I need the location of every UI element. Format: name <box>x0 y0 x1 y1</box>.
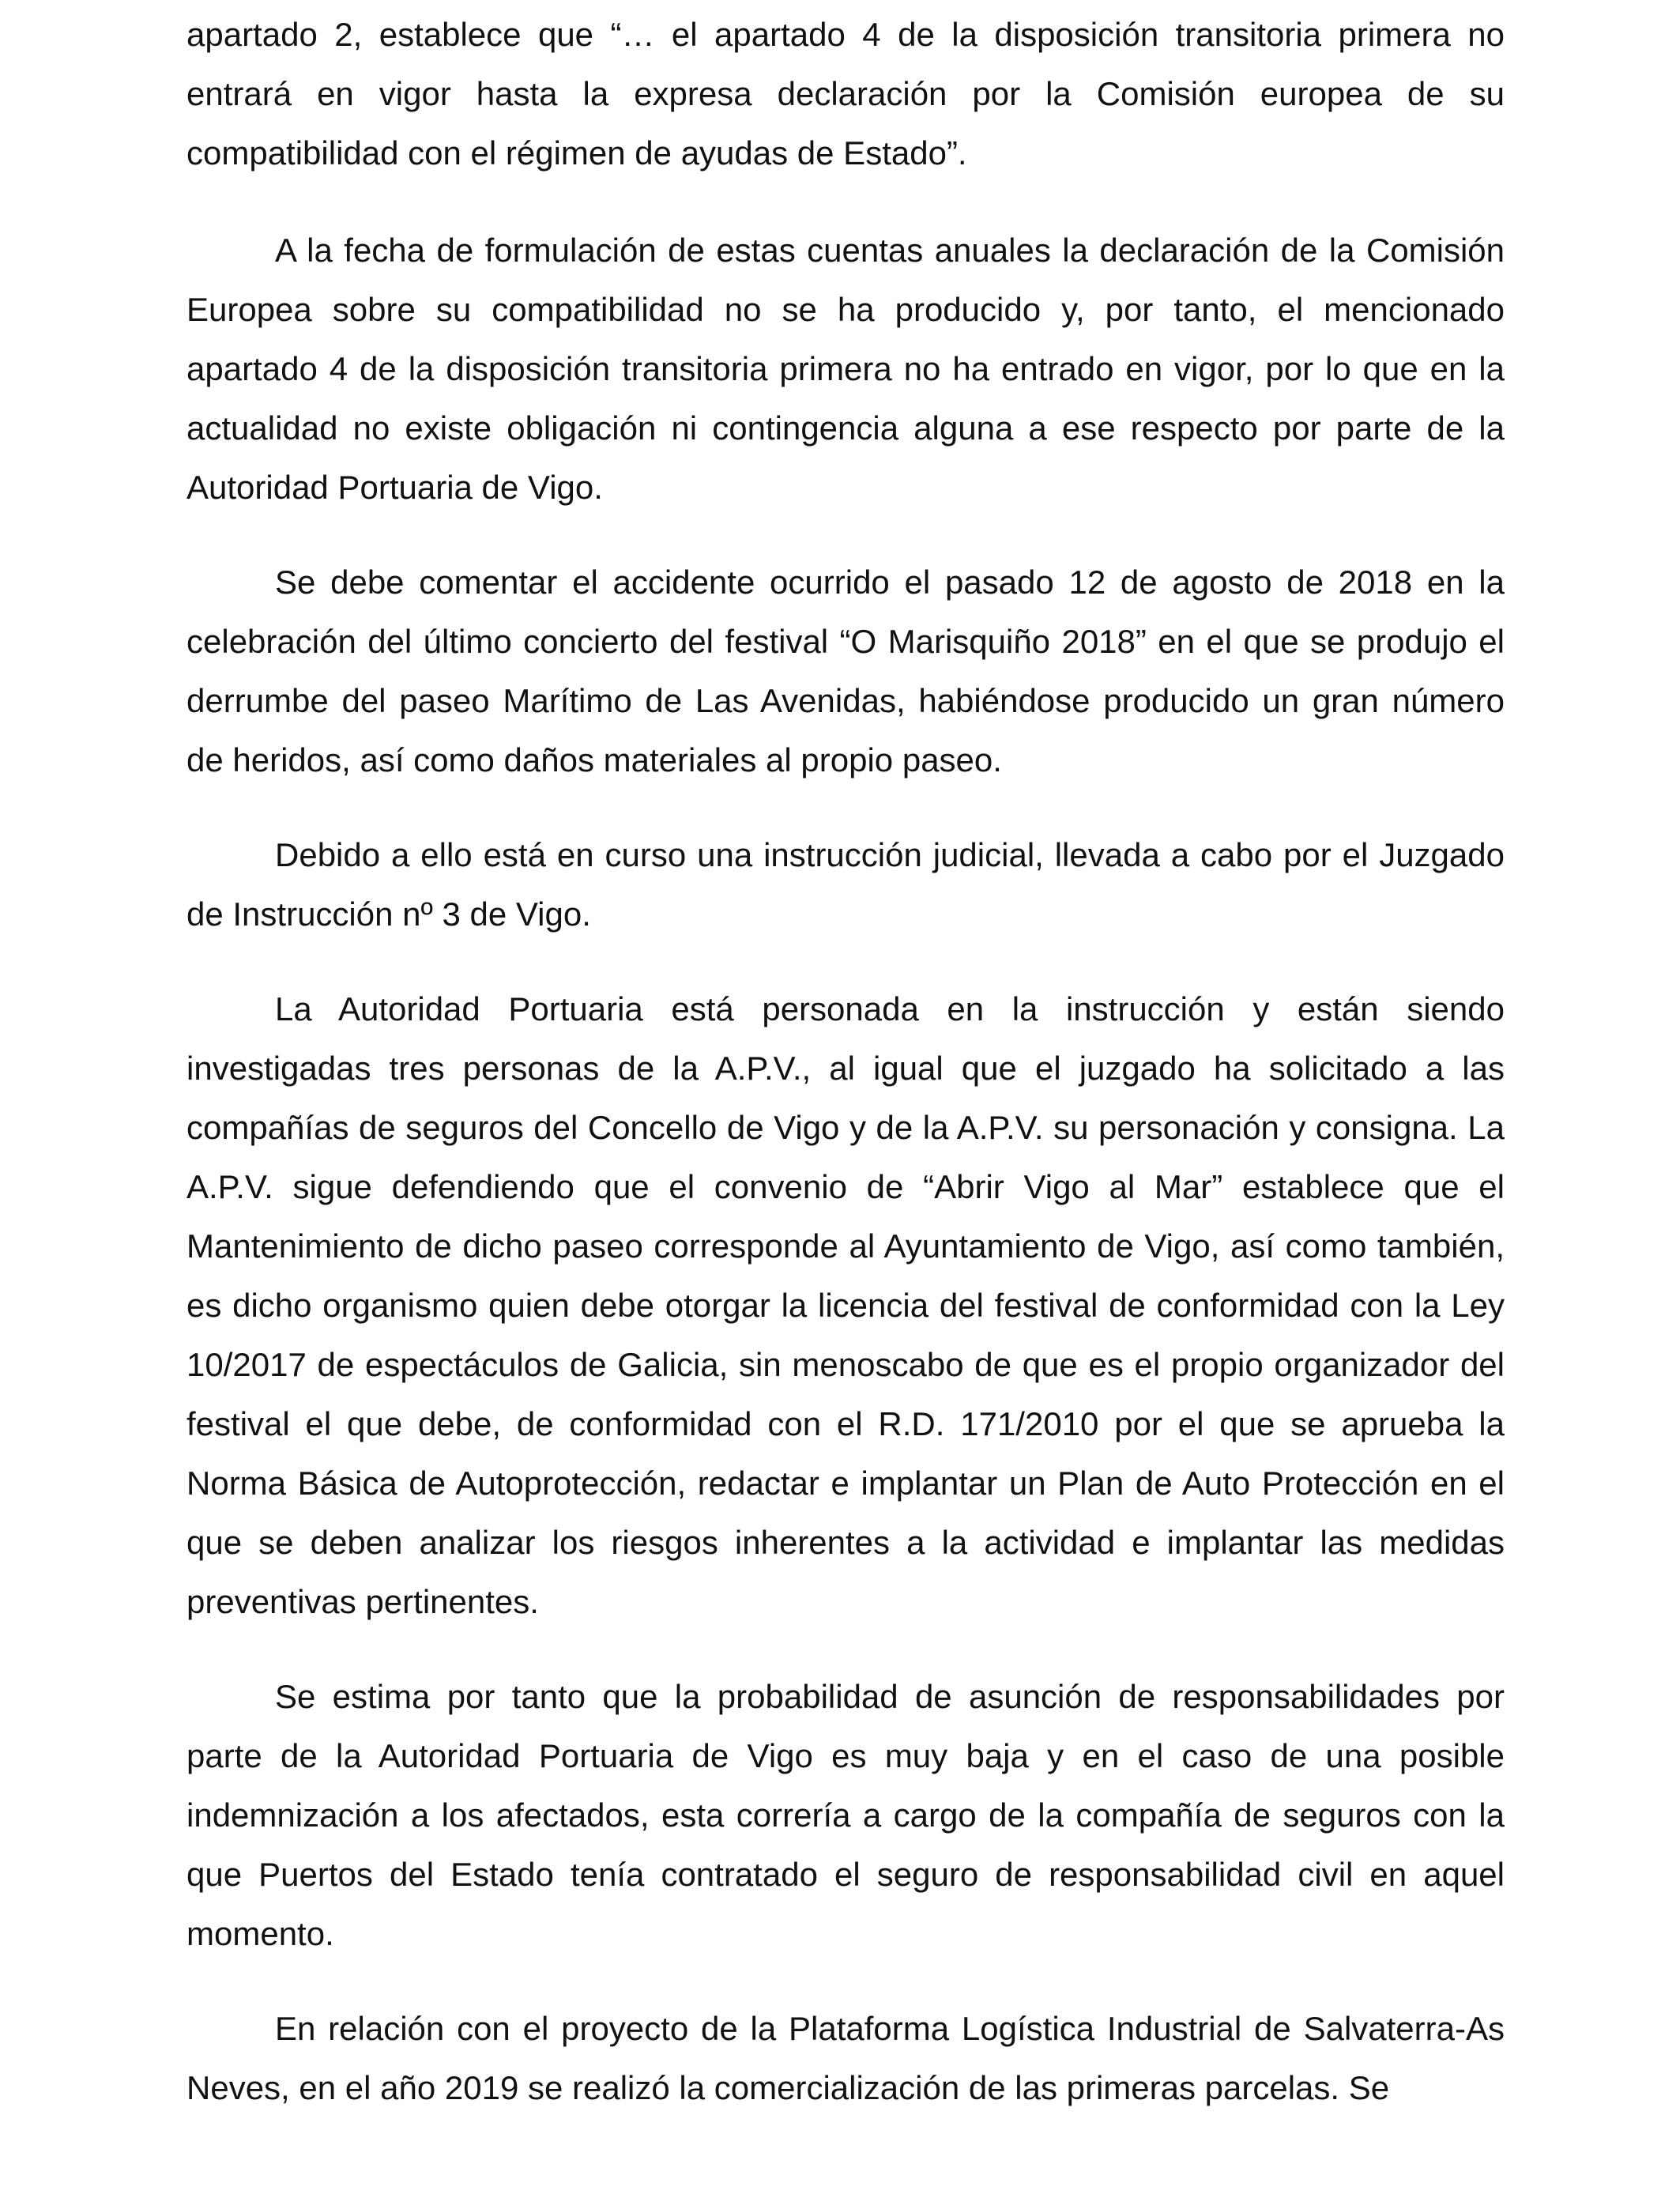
paragraph-apv-defense: La Autoridad Portuaria está personada en la instrucción y están siendo investigadas tres personas de la A.P.V., al igual que el juzgado ha solicitado a las compañías de seguros del Concello de Vigo y de la A.P.V. su personación y consigna. La A.P.V. sigue defendiendo que el convenio de “Abrir Vigo al Mar” establece que el Mantenimiento de dicho paseo corresponde al Ayuntamiento de Vigo, así como también, es dicho organismo quien debe otorgar la licencia del festival de conformidad con la Ley 10/2017 de espectáculos de Galicia, sin menoscabo de que es el propio organizador del festival el que debe, de conformidad con el R.D. 171/2010 por el que se aprueba la Norma Básica de Autoprotección, redactar e implantar un Plan de Auto Protección en el que se deben analizar los riesgos inherentes a la actividad e implantar las medidas preventivas pertinentes. <box>186 990 1505 1620</box>
paragraph-commission-declaration: A la fecha de formulación de estas cuentas anuales la declaración de la Comisión Europea sobre su compatibilidad no se ha producido y, por tanto, el mencionado apartado 4 de la disposición transitoria primera no ha entrado en vigor, por lo que en la actualidad no existe obligación ni contingencia alguna a ese respecto por parte de la Autoridad Portuaria de Vigo. <box>186 232 1505 506</box>
paragraph-liability-estimate: Se estima por tanto que la probabilidad de asunción de responsabilidades por parte de la Autoridad Portuaria de Vigo es muy baja y en el caso de una posible indemnización a los afectados, esta correría a cargo de la compañía de seguros con la que Puertos del Estado tenía contratado el seguro de responsabilidad civil en aquel momento. <box>186 1678 1505 1952</box>
document-page <box>186 5 1505 2153</box>
paragraph-accident: Se debe comentar el accidente ocurrido el pasado 12 de agosto de 2018 en la celebración del último concierto del festival “O Marisquiño 2018” en el que se produjo el derrumbe del paseo Marítimo de Las Avenidas, habiéndose producido un gran número de heridos, así como daños materiales al propio paseo. <box>186 564 1505 778</box>
paragraph-state-aid-clause: apartado 2, establece que “… el apartado 4 de la disposición transitoria primera no entrará en vigor hasta la expresa declaración por la Comisión europea de su compatibilidad con el régimen de ayudas de Estado”. <box>186 16 1505 172</box>
paragraph-logistics-platform: En relación con el proyecto de la Plataforma Logística Industrial de Salvaterra-As Neves, en el año 2019 se realizó la comercialización de las primeras parcelas. Se <box>186 2010 1505 2106</box>
paragraph-judicial-instruction: Debido a ello está en curso una instrucción judicial, llevada a cabo por el Juzgado de Instrucción nº 3 de Vigo. <box>186 836 1505 933</box>
